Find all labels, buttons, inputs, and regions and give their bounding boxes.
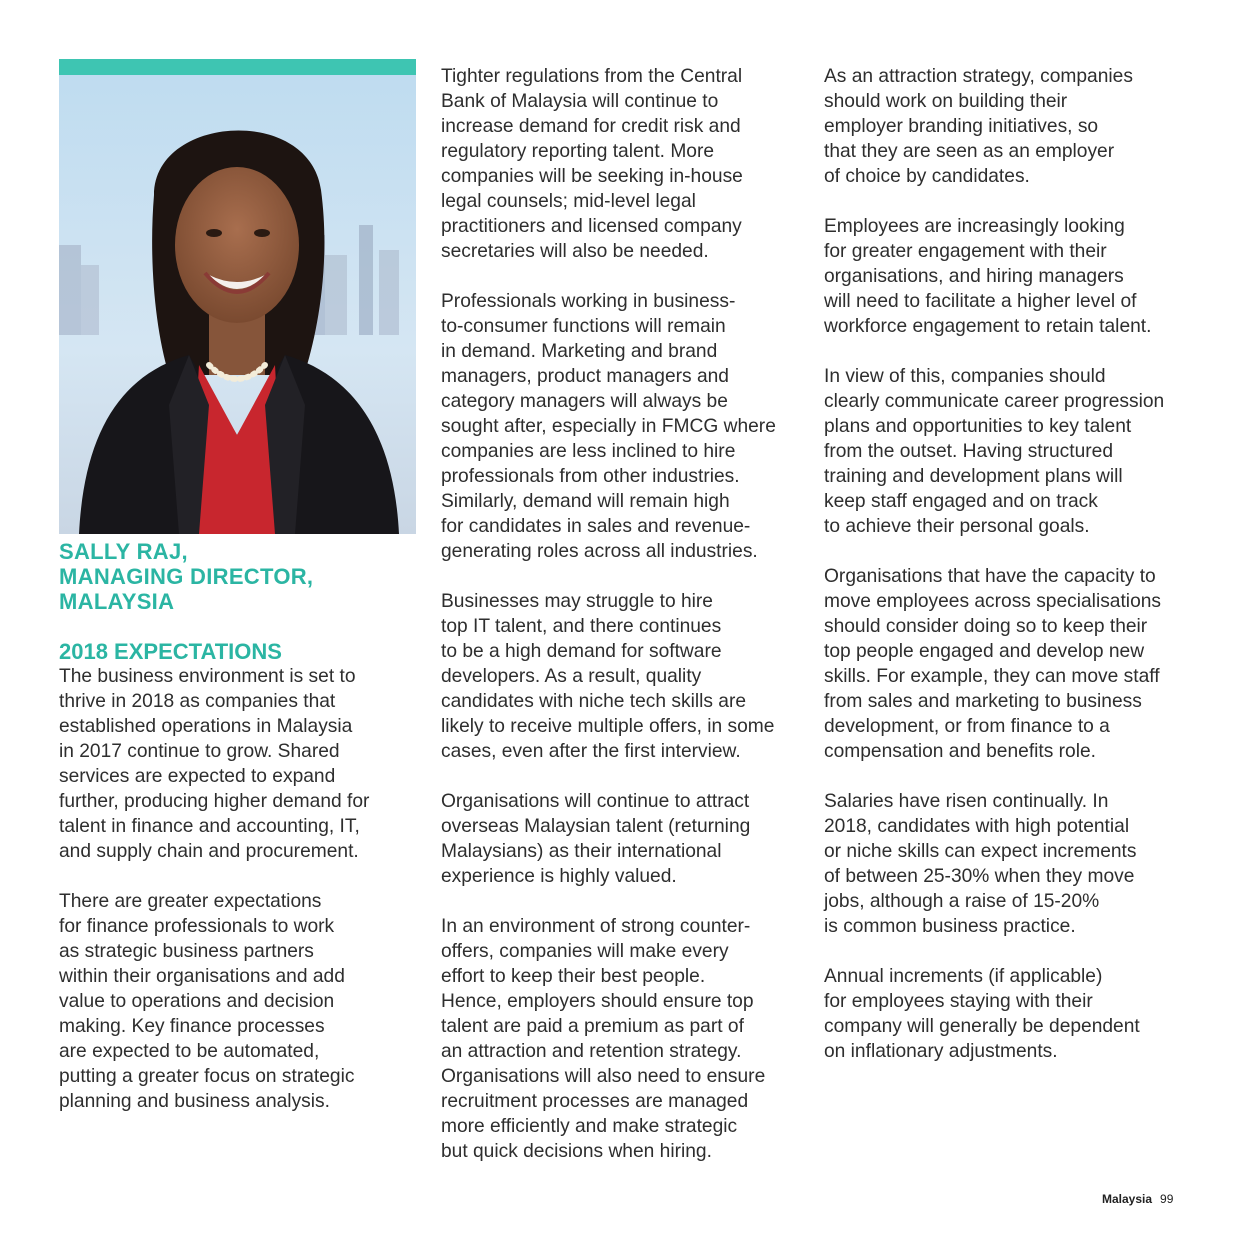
text-line: employer branding initiatives, so (824, 116, 1099, 137)
footer-section: Malaysia (1102, 1192, 1153, 1206)
text-line: jobs, although a raise of 15-20% (824, 891, 1100, 912)
paragraph (824, 214, 1194, 339)
text-line: for greater engagement with their (824, 241, 1107, 262)
text-line: development, or from finance to a (824, 716, 1110, 737)
text-line: Hence, employers should ensure top (441, 991, 754, 1012)
text-line: will need to facilitate a higher level of (824, 291, 1137, 312)
name-line: SALLY RAJ, (59, 539, 188, 564)
text-line: Businesses may struggle to hire (441, 591, 713, 612)
paragraph (824, 64, 1194, 189)
text-line: should consider doing so to keep their (824, 616, 1148, 637)
text-line: There are greater expectations (59, 891, 322, 912)
text-line: or niche skills can expect increments (824, 841, 1137, 862)
accent-bar (59, 59, 416, 75)
text-line: offers, companies will make every (441, 941, 729, 962)
text-line: effort to keep their best people. (441, 966, 706, 987)
paragraph (59, 889, 399, 1114)
text-line: further, producing higher demand for (59, 791, 370, 812)
text-line: organisations, and hiring managers (824, 266, 1124, 287)
text-line: 2018, candidates with high potential (824, 816, 1130, 837)
text-line: that they are seen as an employer (824, 141, 1115, 162)
text-line: compensation and benefits role. (824, 741, 1096, 762)
text-line: for candidates in sales and revenue- (441, 516, 751, 537)
text-line: but quick decisions when hiring. (441, 1141, 712, 1162)
text-line: practitioners and licensed company (441, 216, 742, 237)
text-line: increase demand for credit risk and (441, 116, 741, 137)
text-line: Employees are increasingly looking (824, 216, 1125, 237)
text-line: putting a greater focus on strategic (59, 1066, 355, 1087)
paragraph (824, 364, 1194, 539)
text-line: overseas Malaysian talent (returning (441, 816, 751, 837)
paragraph (824, 789, 1194, 939)
paragraph (824, 564, 1194, 764)
text-line: Organisations that have the capacity to (824, 566, 1156, 587)
text-line: cases, even after the first interview. (441, 741, 741, 762)
text-line: category managers will always be (441, 391, 728, 412)
text-line: should work on building their (824, 91, 1068, 112)
paragraph (441, 914, 801, 1164)
text-line: from the outset. Having structured (824, 441, 1114, 462)
text-line: Tighter regulations from the Central (441, 66, 743, 87)
text-line: of between 25-30% when they move (824, 866, 1135, 887)
section-heading: 2018 EXPECTATIONS (59, 639, 282, 664)
text-line: top IT talent, and there continues (441, 616, 722, 637)
text-line: regulatory reporting talent. More (441, 141, 715, 162)
text-line: experience is highly valued. (441, 866, 677, 887)
paragraph (59, 664, 399, 864)
text-line: In view of this, companies should (824, 366, 1106, 387)
text-line: sought after, especially in FMCG where (441, 416, 776, 437)
text-line: legal counsels; mid-level legal (441, 191, 696, 212)
text-line: Annual increments (if applicable) (824, 966, 1103, 987)
text-line: and supply chain and procurement. (59, 841, 359, 862)
text-line: to-consumer functions will remain (441, 316, 726, 337)
text-line: The business environment is set to (59, 666, 356, 687)
paragraph (441, 589, 801, 764)
text-line: planning and business analysis. (59, 1091, 330, 1112)
column-2 (441, 64, 801, 1189)
text-line: secretaries will also be needed. (441, 241, 709, 262)
text-line: established operations in Malaysia (59, 716, 353, 737)
text-line: plans and opportunities to key talent (824, 416, 1132, 437)
page-number: 99 (1160, 1192, 1174, 1206)
text-line: clearly communicate career progression (824, 391, 1165, 412)
text-line: generating roles across all industries. (441, 541, 758, 562)
text-line: top people engaged and develop new (824, 641, 1145, 662)
text-line: talent in finance and accounting, IT, (59, 816, 360, 837)
text-line: are expected to be automated, (59, 1041, 320, 1062)
paragraph (441, 789, 801, 889)
country-line: MALAYSIA (59, 589, 175, 614)
text-line: to be a high demand for software (441, 641, 722, 662)
text-line: Organisations will also need to ensure (441, 1066, 766, 1087)
page-footer (1102, 1192, 1173, 1206)
text-line: company will generally be dependent (824, 1016, 1140, 1037)
text-line: Similarly, demand will remain high (441, 491, 730, 512)
text-line: In an environment of strong counter- (441, 916, 751, 937)
text-line: training and development plans will (824, 466, 1123, 487)
text-line: is common business practice. (824, 916, 1076, 937)
text-line: to achieve their personal goals. (824, 516, 1090, 537)
text-line: on inflationary adjustments. (824, 1041, 1058, 1062)
text-line: professionals from other industries. (441, 466, 740, 487)
portrait-photo (59, 75, 416, 534)
text-line: companies will be seeking in-house (441, 166, 743, 187)
text-line: companies are less inclined to hire (441, 441, 736, 462)
column-1 (59, 639, 399, 1139)
text-line: likely to receive multiple offers, in some (441, 716, 775, 737)
text-line: developers. As a result, quality (441, 666, 702, 687)
title-line: MANAGING DIRECTOR, (59, 564, 314, 589)
text-line: move employees across specialisations (824, 591, 1161, 612)
column-3 (824, 64, 1194, 1089)
text-line: talent are paid a premium as part of (441, 1016, 744, 1037)
text-line: of choice by candidates. (824, 166, 1030, 187)
text-line: Bank of Malaysia will continue to (441, 91, 719, 112)
text-line: in 2017 continue to grow. Shared (59, 741, 340, 762)
text-line: within their organisations and add (59, 966, 345, 987)
text-line: keep staff engaged and on track (824, 491, 1098, 512)
paragraph (441, 289, 801, 564)
text-line: managers, product managers and (441, 366, 729, 387)
text-line: more efficiently and make strategic (441, 1116, 738, 1137)
text-line: making. Key finance processes (59, 1016, 325, 1037)
text-line: Professionals working in business- (441, 291, 736, 312)
text-line: as strategic business partners (59, 941, 314, 962)
text-line: in demand. Marketing and brand (441, 341, 718, 362)
text-line: for finance professionals to work (59, 916, 335, 937)
text-line: thrive in 2018 as companies that (59, 691, 336, 712)
text-line: As an attraction strategy, companies (824, 66, 1133, 87)
text-line: workforce engagement to retain talent. (824, 316, 1152, 337)
profile-name-title (59, 539, 416, 614)
text-line: Salaries have risen continually. In (824, 791, 1109, 812)
text-line: from sales and marketing to business (824, 691, 1142, 712)
text-line: candidates with niche tech skills are (441, 691, 747, 712)
paragraph (441, 64, 801, 264)
text-line: an attraction and retention strategy. (441, 1041, 742, 1062)
text-line: for employees staying with their (824, 991, 1093, 1012)
text-line: recruitment processes are managed (441, 1091, 749, 1112)
text-line: Malaysians) as their international (441, 841, 722, 862)
paragraph (824, 964, 1194, 1064)
text-line: Organisations will continue to attract (441, 791, 750, 812)
text-line: value to operations and decision (59, 991, 335, 1012)
text-line: services are expected to expand (59, 766, 336, 787)
text-line: skills. For example, they can move staff (824, 666, 1160, 687)
